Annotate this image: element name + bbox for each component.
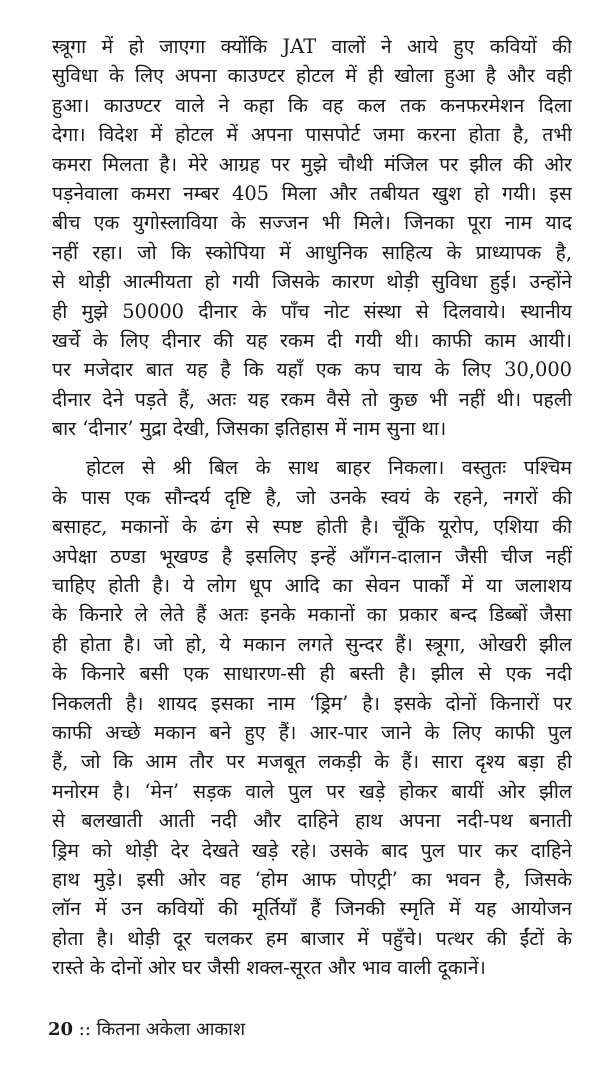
text-line: होता है। थोड़ी दूर चलकर हम बाजार में पहुँचे। पत्थर की ईंटों के [52,926,572,950]
text-line: के पास एक सौन्दर्य दृष्टि है, जो उनके स्वयं के रहने, नगरों की [52,485,572,509]
text-line: निकलती है। शायद इसका नाम ‘ड्रिम’ है। इसके दोनों किनारों पर [52,691,572,715]
text-line: दीनार देने पड़ते हैं, अतः यह रकम वैसे तो कुछ भी नहीं थी। पहली [52,387,572,411]
text-line: सुविधा के लिए अपना काउण्टर होटल में ही खोला हुआ है और वही [52,64,572,88]
text-line: बसाहट, मकानों के ढंग से स्पष्ट होती है। चूँकि यूरोप, एशिया की [52,515,572,539]
text-line: बार ‘दीनार’ मुद्रा देखी, जिसका इतिहास में नाम सुना था। [52,417,447,441]
text-line: स्त्रूगा में हो जाएगा क्योंकि JAT वालों ने आये हुए कवियों की [52,35,572,58]
text-line: से थोड़ी आत्मीयता हो गयी जिसके कारण थोड़ी सुविधा हुई। उन्होंने [52,270,572,294]
text-line: बीच एक युगोस्लाविया के सज्जन भी मिले। जिनका पूरा नाम याद [52,211,572,235]
text-line: ही होता है। जो हो, ये मकान लगते सुन्दर हैं। स्त्रूगा, ओखरी झील [52,632,572,656]
text-line: लॉन में उन कवियों की मूर्तियाँ हैं जिनकी स्मृति में यह आयोजन [52,897,572,921]
page-number: 20 [48,1019,74,1040]
text-line: पर मजेदार बात यह है कि यहाँ एक कप चाय के लिए 30,000 [52,358,572,382]
text-line: अपेक्षा ठण्डा भूखण्ड है इसलिए इन्हें आँगन-दालान जैसी चीज नहीं [52,544,572,568]
page-footer [48,1018,245,1042]
page-body [52,32,572,983]
text-line: चाहिए होती है। ये लोग धूप आदि का सेवन पार्कों में या जलाशय [52,574,572,598]
text-line: देगा। विदेश में होटल में अपना पासपोर्ट जमा करना होता है, तभी [52,123,572,147]
paragraph-1 [52,32,572,443]
text-line: के किनारे बसी एक साधारण-सी ही बस्ती है। झील से एक नदी [52,662,572,686]
text-line: पड़नेवाला कमरा नम्बर 405 मिला और तबीयत खुश हो गयी। इस [52,181,572,205]
text-line: हाथ मुड़े। इसी ओर वह ‘होम आफ पोएट्री’ का भवन है, जिसके [52,867,572,891]
text-line: से बलखाती आती नदी और दाहिने हाथ अपना नदी-पथ बनाती [52,809,572,833]
text-line: खर्चे के लिए दीनार की यह रकम दी गयी थी। काफी काम आयी। [52,328,572,352]
text-line: ही मुझे 50000 दीनार के पाँच नोट संस्था से दिलवाये। स्थानीय [52,299,572,323]
paragraph-gap [52,443,572,453]
text-line: ड्रिम को थोड़ी देर देखते खड़े रहे। उसके बाद पुल पार कर दाहिने [52,838,572,862]
text-line: होटल से श्री बिल के साथ बाहर निकला। वस्तुतः पश्चिम [86,456,572,480]
book-title: कितना अकेला आकाश [96,1019,246,1040]
footer-separator: :: [78,1019,91,1040]
paragraph-2 [52,453,572,982]
text-line: हैं, जो कि आम तौर पर मजबूत लकड़ी के हैं। सारा दृश्य बड़ा ही [52,750,572,774]
text-line: हुआ। काउण्टर वाले ने कहा कि वह कल तक कनफरमेशन दिला [52,93,572,117]
text-line: कमरा मिलता है। मेरे आग्रह पर मुझे चौथी मंजिल पर झील की ओर [52,152,572,176]
text-line: रास्ते के दोनों ओर घर जैसी शक्ल-सूरत और भाव वाली दूकानें। [52,956,486,980]
text-line: के किनारे ले लेते हैं अतः इनके मकानों का प्रकार बन्द डिब्बों जैसा [52,603,572,627]
text-line: काफी अच्छे मकान बने हुए हैं। आर-पार जाने के लिए काफी पुल [52,720,572,744]
text-line: नहीं रहा। जो कि स्कोपिया में आधुनिक साहित्य के प्राध्यापक है, [52,240,572,264]
text-line: मनोरम है। ‘मेन’ सड़क वाले पुल पर खड़े होकर बायीं ओर झील [52,779,572,803]
